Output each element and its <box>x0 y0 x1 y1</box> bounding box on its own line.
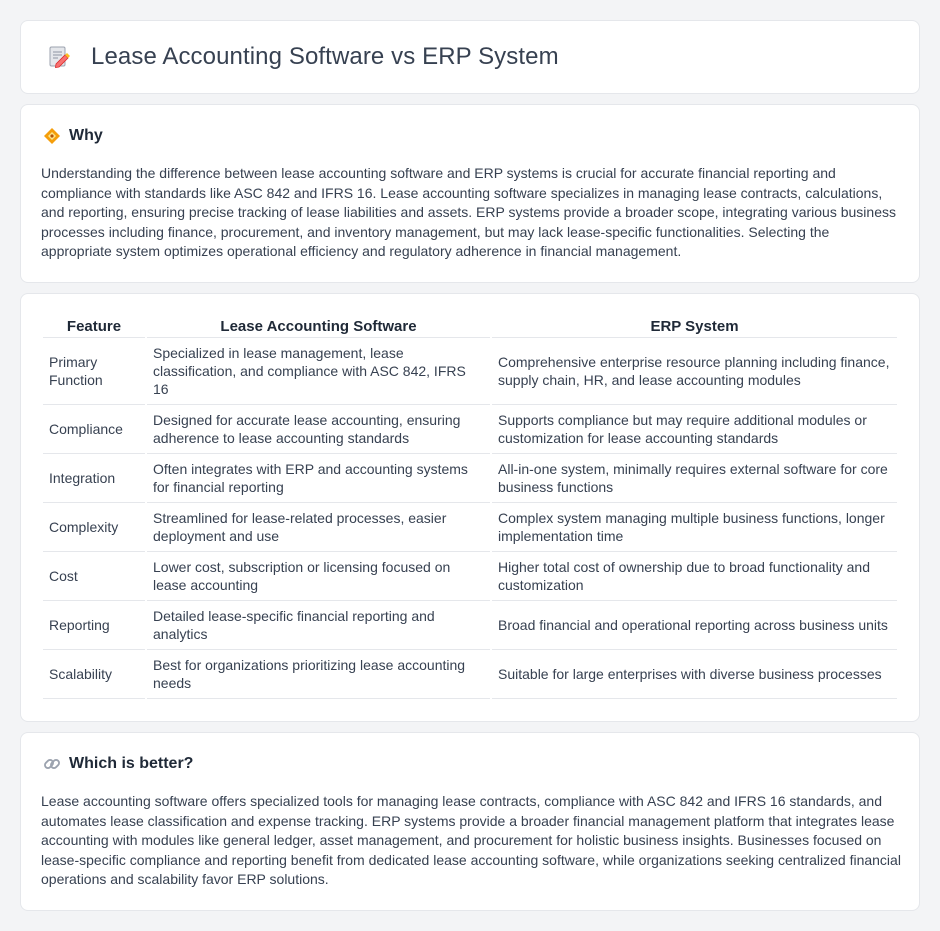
erp-system-cell: Comprehensive enterprise resource planning including finance, supply chain, HR, and lease accounting modules <box>492 338 897 405</box>
header-erp-system: ERP System <box>492 316 897 338</box>
table-row <box>43 405 897 454</box>
lease-software-cell: Often integrates with ERP and accounting systems for financial reporting <box>147 454 490 503</box>
erp-system-cell: Supports compliance but may require additional modules or customization for lease accounting standards <box>492 405 897 454</box>
lease-software-cell: Best for organizations prioritizing lease accounting needs <box>147 650 490 699</box>
lease-software-cell: Lower cost, subscription or licensing focused on lease accounting <box>147 552 490 601</box>
lease-software-cell: Detailed lease-specific financial reporting and analytics <box>147 601 490 650</box>
why-paragraph: Understanding the difference between lease accounting software and ERP systems is crucial for accurate financial reporting and compliance with standards like ASC 842 and IFRS 16. Lease accounting software specializes in managing lease contracts, calculations, and reporting, ensuring precise tracking of lease liabilities and assets. ERP systems provide a broader scope, integrating various business processes including finance, procurement, and inventory management, but may lack lease-specific functionalities. Selecting the appropriate system optimizes operational efficiency and regulatory adherence in financial management. <box>41 165 896 259</box>
which-is-better-paragraph: Lease accounting software offers specialized tools for managing lease contracts, compliance with ASC 842 and IFRS 16 standards, and automates lease classification and expense tracking. ERP systems provide a broader financial management platform that integrates lease accounting with modules like general ledger, asset management, and procurement for holistic business insights. Businesses focused on lease-specific compliance and reporting benefit from dedicated lease accounting software, while organizations seeking centralized financial operations and scalability favor ERP solutions. <box>41 793 901 887</box>
document-edit-icon <box>45 44 71 70</box>
page-title: Lease Accounting Software vs ERP System <box>91 43 559 70</box>
table-row <box>43 601 897 650</box>
table-row <box>43 454 897 503</box>
table-row <box>43 338 897 405</box>
feature-cell: Scalability <box>43 650 145 699</box>
lease-software-cell: Specialized in lease management, lease classification, and compliance with ASC 842, IFRS 16 <box>147 338 490 405</box>
why-section <box>20 104 920 283</box>
which-is-better-section <box>20 732 920 911</box>
erp-system-cell: Complex system managing multiple business functions, longer implementation time <box>492 503 897 552</box>
why-heading: Why <box>69 127 103 144</box>
table-header-row <box>43 316 897 338</box>
feature-cell: Cost <box>43 552 145 601</box>
title-card <box>20 20 920 94</box>
feature-cell: Complexity <box>43 503 145 552</box>
which-is-better-heading: Which is better? <box>69 755 194 772</box>
header-lease-software: Lease Accounting Software <box>147 316 490 338</box>
feature-cell: Reporting <box>43 601 145 650</box>
erp-system-cell: Broad financial and operational reporting across business units <box>492 601 897 650</box>
erp-system-cell: All-in-one system, minimally requires external software for core business functions <box>492 454 897 503</box>
feature-cell: Compliance <box>43 405 145 454</box>
diamond-badge-icon <box>43 127 61 145</box>
header-feature: Feature <box>43 316 145 338</box>
feature-cell: Primary Function <box>43 338 145 405</box>
table-row <box>43 650 897 699</box>
erp-system-cell: Suitable for large enterprises with diverse business processes <box>492 650 897 699</box>
feature-cell: Integration <box>43 454 145 503</box>
table-row <box>43 552 897 601</box>
table-row <box>43 503 897 552</box>
comparison-section <box>20 293 920 722</box>
comparison-table <box>41 316 899 699</box>
link-icon <box>43 755 61 773</box>
lease-software-cell: Designed for accurate lease accounting, ensuring adherence to lease accounting standards <box>147 405 490 454</box>
lease-software-cell: Streamlined for lease-related processes, easier deployment and use <box>147 503 490 552</box>
erp-system-cell: Higher total cost of ownership due to broad functionality and customization <box>492 552 897 601</box>
